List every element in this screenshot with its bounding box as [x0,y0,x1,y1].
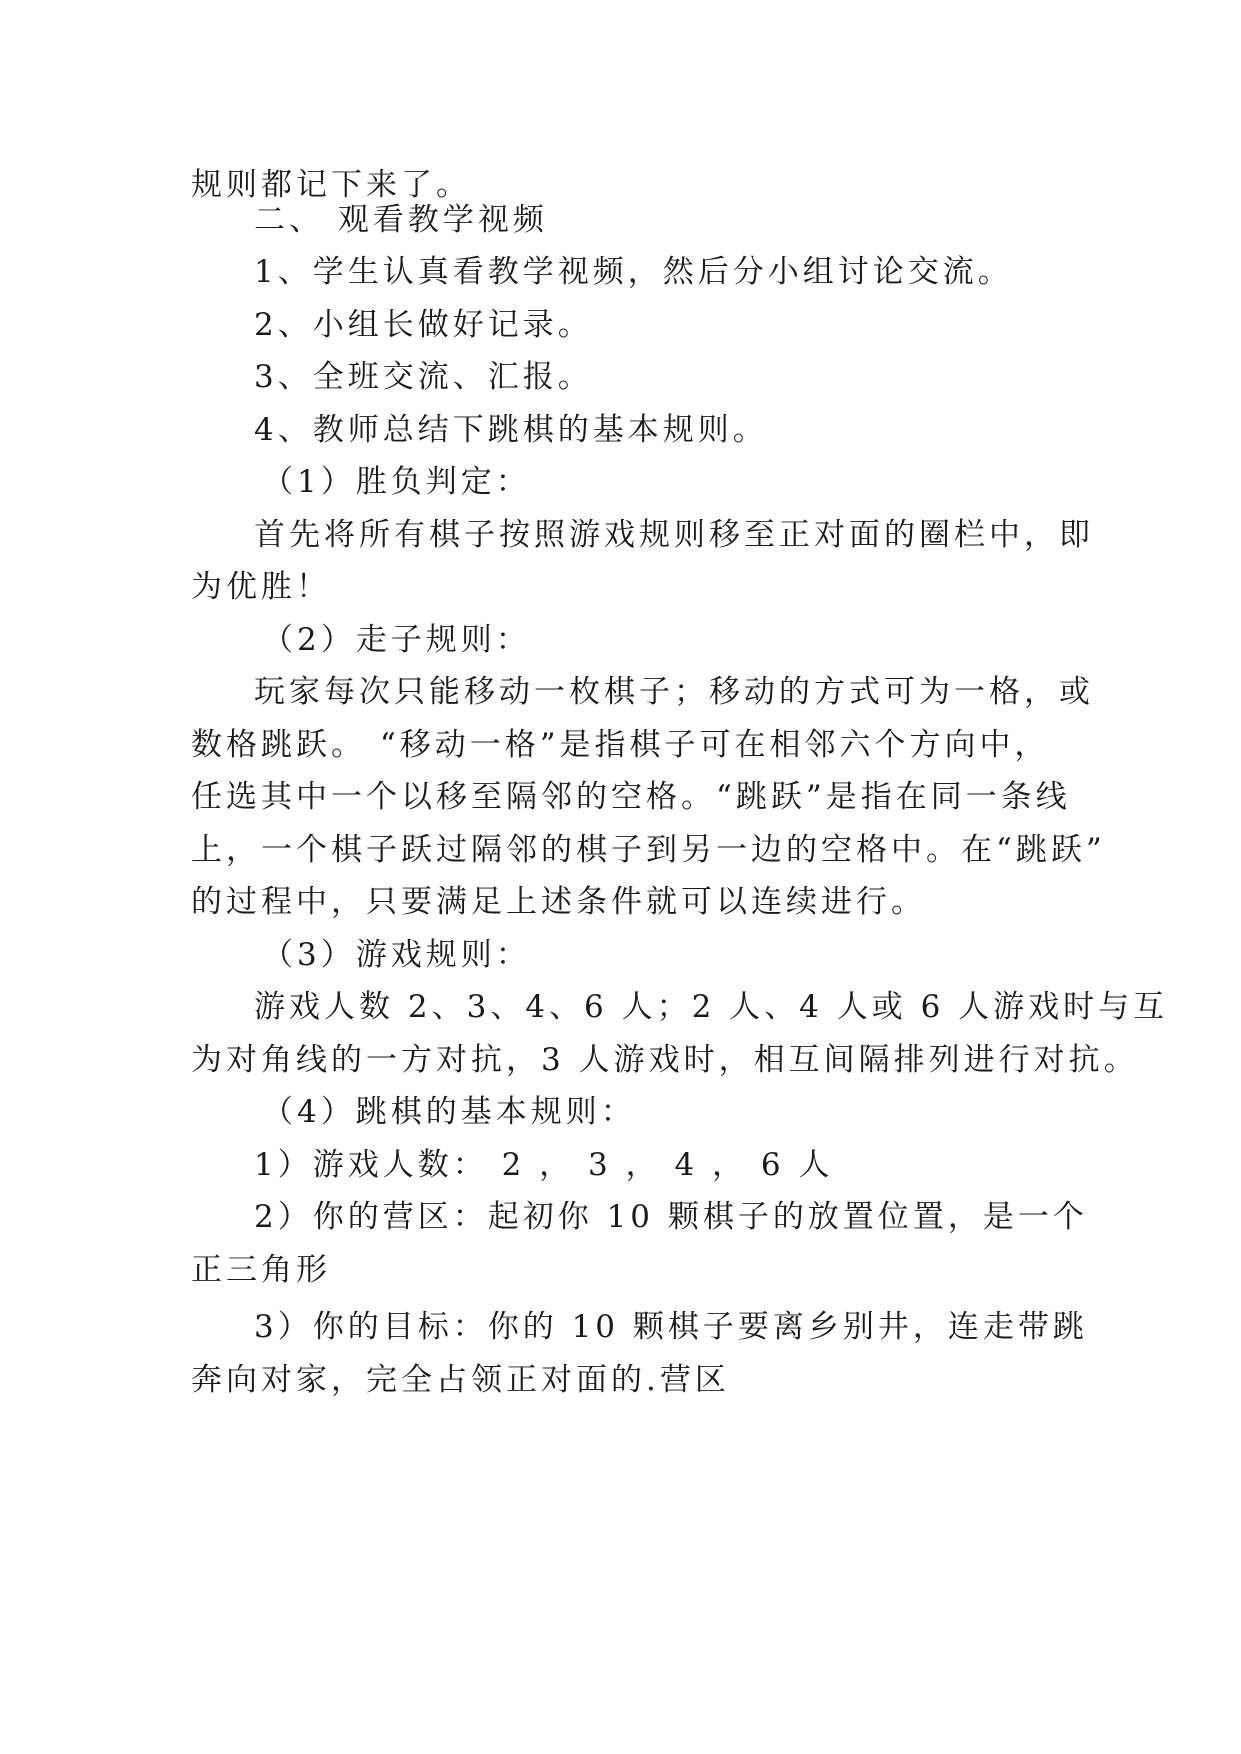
text-line: 正三角形 [191,1252,331,1288]
section-heading: 二、 观看教学视频 [254,202,548,238]
subsection-heading: （3）游戏规则： [262,937,531,973]
text-line: 1、学生认真看教学视频，然后分小组讨论交流。 [254,254,1013,290]
text-line: 2）你的营区：起初你 10 颗棋子的放置位置，是一个 [254,1199,1088,1235]
text-line: 3）你的目标：你的 10 颗棋子要离乡别井，连走带跳 [254,1309,1088,1345]
text-line: 为对角线的一方对抗，3 人游戏时，相互间隔排列进行对抗。 [191,1042,1139,1078]
text-line: 上，一个棋子跃过隔邻的棋子到另一边的空格中。在“跳跃” [191,832,1106,868]
text-line: 为优胜！ [191,569,331,605]
text-line: 的过程中，只要满足上述条件就可以连续进行。 [191,884,926,920]
text-line: 数格跳跃。 “移动一格”是指棋子可在相邻六个方向中， [191,727,1050,763]
text-line: 奔向对家，完全占领正对面的.营区 [191,1362,730,1398]
text-line: 4、教师总结下跳棋的基本规则。 [254,412,768,448]
text-line: 任选其中一个以移至隔邻的空格。“跳跃”是指在同一条线 [191,779,1071,815]
text-line: 游戏人数 2、3、4、6 人；2 人、4 人或 6 人游戏时与互 [254,989,1169,1025]
text-line: 2、小组长做好记录。 [254,307,593,343]
text-line: 规则都记下来了。 [191,167,471,203]
text-line: 玩家每次只能移动一枚棋子；移动的方式可为一格，或 [254,674,1094,710]
subsection-heading: （2）走子规则： [262,622,531,658]
text-line: 首先将所有棋子按照游戏规则移至正对面的圈栏中，即 [254,517,1094,553]
subsection-heading: （1）胜负判定： [262,464,531,500]
text-line: 1）游戏人数： 2 ， 3 ， 4 ， 6 人 [254,1147,834,1183]
subsection-heading: （4）跳棋的基本规则： [262,1094,636,1130]
text-line: 3、全班交流、汇报。 [254,359,593,395]
